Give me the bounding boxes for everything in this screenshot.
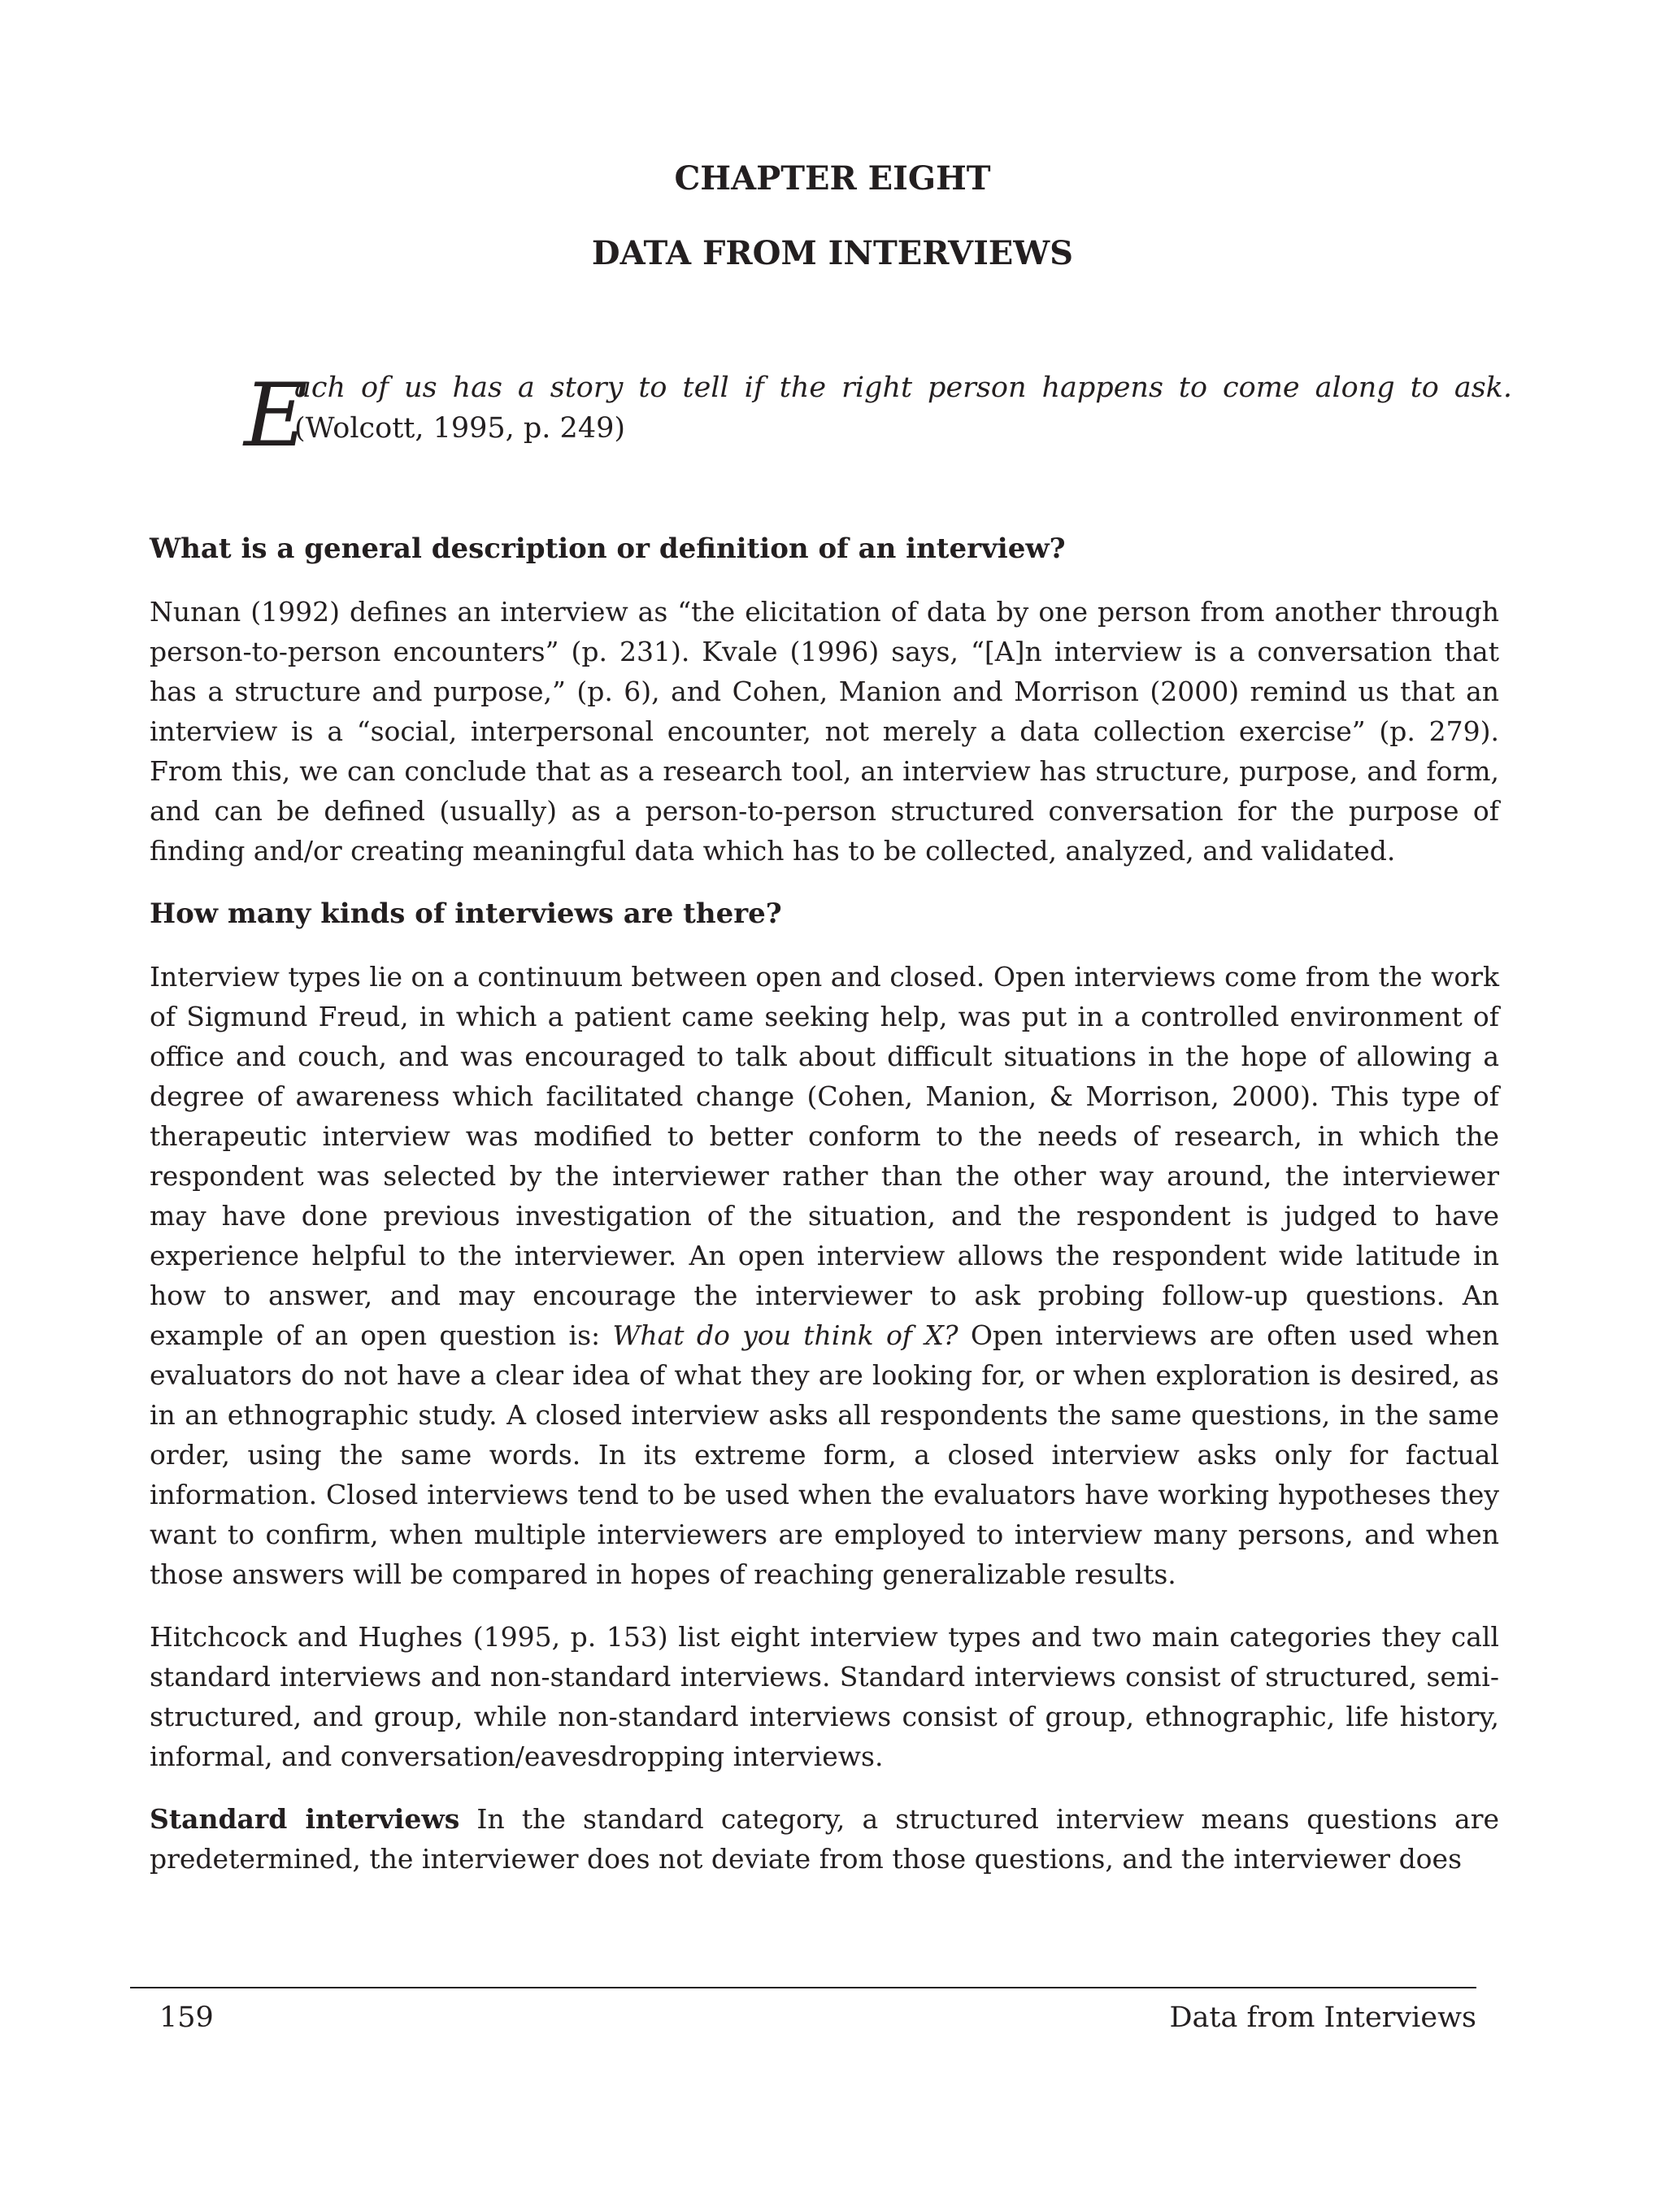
paragraph-open-closed-part1: Interview types lie on a continuum between open and closed. Open interviews come from the work of Sigmund Freud, in which a patient came seeking help, was put in a controlled environment of office and couch, and was encouraged to talk about difficult situations in the hope of allowing a degree of awareness which facilitated change (Cohen, Manion, & Morrison, 2000). This type of therapeutic interview was modified to better conform to the needs of research, in which the respondent was selected by the interviewer rather than the other way around, the interviewer may have done previous investigation of the situation, and the respondent is judged to have experience helpful to the interviewer. An open interview allows the respondent wide latitude in how to answer, and may encourage the interviewer to ask probing follow-up questions. An example of an open question is: (150, 961, 1499, 1351)
paragraph-open-closed-part2: Open interviews are often used when evaluators do not have a clear idea of what they are looking for, or when exploration is desired, as in an ethnographic study. A closed interview asks all respondents the same questions, in the same order, using the same words. In its extreme form, a closed interview asks only for factual information. Closed interviews tend to be used when the evaluators have working hypotheses they want to confirm, when multiple interviewers are employed to interview many persons, and when those answers will be compared in hopes of reaching generalizable results. (150, 1319, 1499, 1590)
section-heading-kinds: How many kinds of interviews are there? (150, 897, 782, 930)
chapter-number: CHAPTER EIGHT (674, 159, 991, 198)
section-heading-definition: What is a general description or definition of an interview? (150, 532, 1066, 565)
epigraph-text (294, 367, 1512, 449)
body-text (150, 528, 1499, 1901)
epigraph-quote: ach of us has a story to tell if the right person happens to come along to ask. (294, 372, 1512, 404)
chapter-title: DATA FROM INTERVIEWS (591, 234, 1074, 272)
running-footer-title: Data from Interviews (1169, 2001, 1476, 2034)
paragraph-interview-types: Hitchcock and Hughes (1995, p. 153) list eight interview types and two main categories they call standard interviews and non-standard interviews. Standard interviews consist of structured, semi-structured, and group, while non-standard interviews consist of group, ethnographic, life history, informal, and conversation/eavesdropping interviews. (150, 1621, 1499, 1772)
page-number: 159 (159, 2001, 214, 2034)
paragraph-open-closed (150, 957, 1499, 1594)
epigraph-drop-cap: E (244, 365, 308, 467)
epigraph (244, 365, 1512, 467)
epigraph-citation: (Wolcott, 1995, p. 249) (294, 412, 626, 445)
standard-interviews-text: In the standard category, a structured interview means questions are predetermined, the interviewer does not deviate from those questions, and the interviewer does (150, 1803, 1499, 1875)
standard-interviews-lead: Standard interviews (150, 1803, 460, 1835)
paragraph-standard-interviews (150, 1799, 1499, 1879)
open-question-example: What do you think of X? (612, 1319, 959, 1351)
paragraph-definition: Nunan (1992) defines an interview as “the elicitation of data by one person from another through person-to-person encounters” (p. 231). Kvale (1996) says, “[A]n interview is a conversation that has a structure and purpose,” (p. 6), and Cohen, Manion and Morrison (2000) remind us that an interview is a “social, interpersonal encounter, not merely a data collection exercise” (p. 279). From this, we can conclude that as a research tool, an interview has structure, purpose, and form, and can be defined (usually) as a person-to-person structured conversation for the purpose of finding and/or creating meaningful data which has to be collected, analyzed, and validated. (150, 596, 1499, 867)
footer-divider (130, 1987, 1476, 1988)
